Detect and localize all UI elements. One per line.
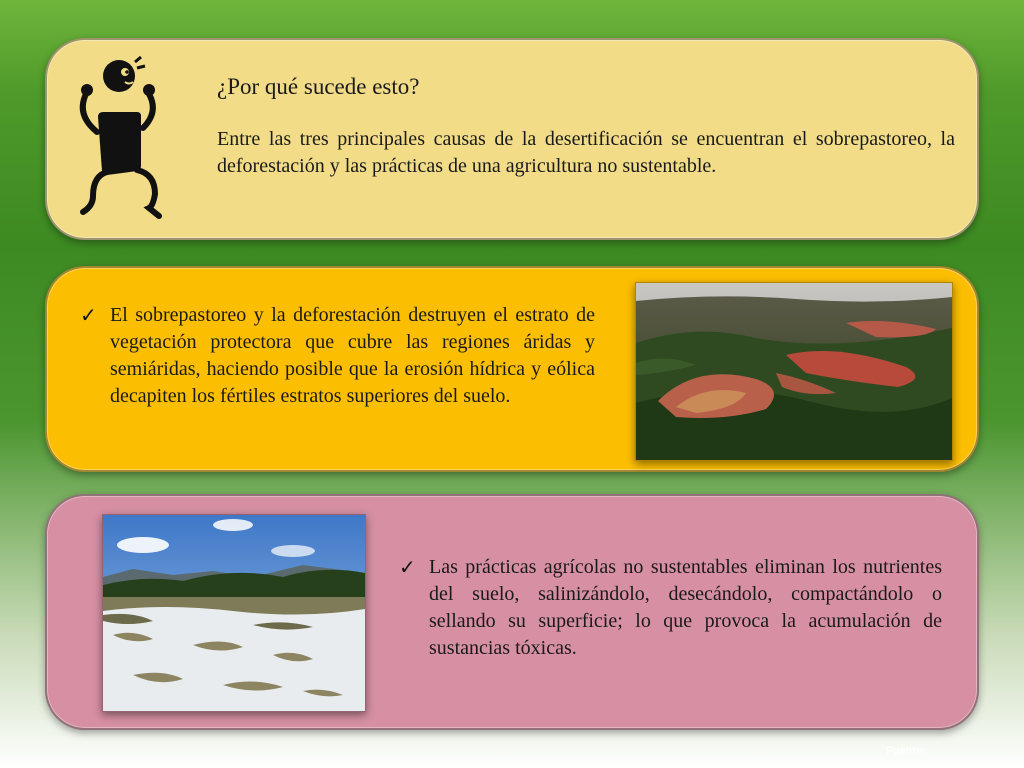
bullet-text: El sobrepastoreo y la deforestación destruyen el estrato de vegetación protectora que cubre las regiones áridas y semiáridas, haciendo posible que la erosión hídrica y eólica decapiten los fértiles estratos superiores del suelo. [110,304,595,407]
bullet-item [80,302,595,410]
bullet-item [399,554,942,662]
bullet-text: Las prácticas agrícolas no sustentables eliminan los nutrientes del suelo, salinizándolo, desecándolo, compactándolo o sellando su superficie; lo que provoca la acumulación de sustancias tóxicas. [429,556,942,659]
check-icon: ✓ [80,303,97,327]
causes-paragraph: Entre las tres principales causas de la desertificación se encuentran el sobrepastoreo, la deforestación y las prácticas de una agricultura no sustentable. [217,128,955,177]
causes-panel [45,38,979,240]
source-label: Fuente: [886,745,926,757]
agriculture-panel [45,494,979,730]
check-icon: ✓ [399,555,416,579]
saline-soil-photo [102,514,366,712]
deforested-landscape-photo [635,282,953,461]
deforestation-panel [45,266,979,472]
worried-stick-figure-icon [67,54,187,224]
panel-heading: ¿Por qué sucede esto? [217,74,420,99]
